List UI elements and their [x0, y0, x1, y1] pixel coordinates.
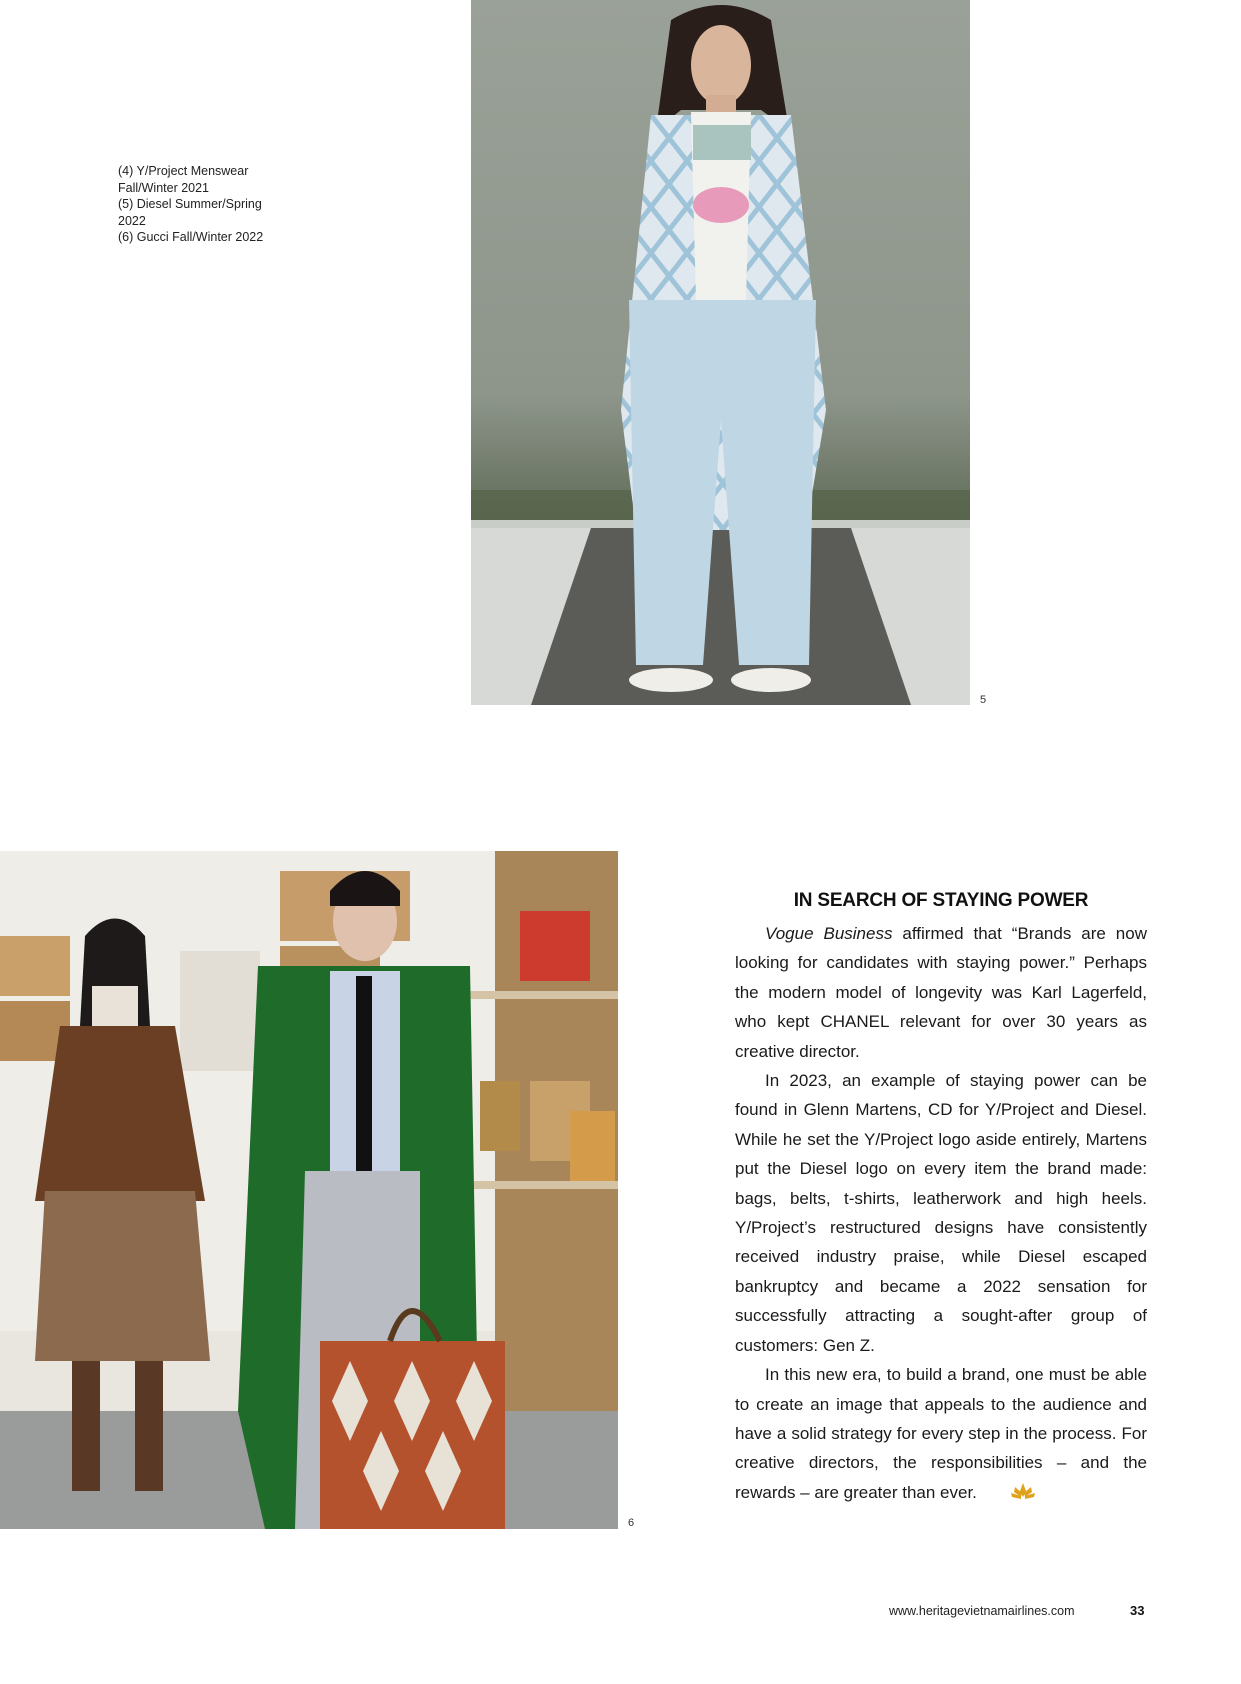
article-paragraph: [735, 919, 1147, 1066]
gucci-models-illustration: [0, 851, 618, 1529]
page-number: 33: [1130, 1603, 1145, 1618]
caption-line: (4) Y/Project Menswear: [118, 164, 249, 178]
publication-name: Vogue Business: [765, 924, 893, 943]
photo-number: 6: [628, 1517, 635, 1529]
article-paragraph: In 2023, an example of staying power can be found in Glenn Martens, CD for Y/Project and Diesel. While he set the Y/Project logo aside entirely, Martens put the Diesel logo on every item the brand made: bags, belts, t-shirts, leatherwork and high heels. Y/Project’s restructured designs have consistently received industry praise, while Diesel escaped bankruptcy and became a 2022 sensation for successfully attracting a sought-after group of customers: Gen Z.: [735, 1071, 1147, 1355]
diesel-runway-photo: [471, 0, 970, 705]
photo-captions: [118, 163, 298, 246]
photo-number: 5: [980, 694, 987, 706]
caption-line: (5) Diesel Summer/Spring: [118, 197, 262, 211]
article-paragraph: [735, 1360, 1147, 1508]
caption-line: (6) Gucci Fall/Winter 2022: [118, 230, 264, 244]
caption-line: Fall/Winter 2021: [118, 180, 210, 195]
footer-website-link[interactable]: www.heritagevietnamairlines.com: [889, 1604, 1075, 1618]
caption-line: 2022: [118, 213, 146, 228]
gucci-campaign-photo: [0, 851, 618, 1529]
lotus-icon: [981, 1479, 1035, 1508]
diesel-model-illustration: [471, 0, 970, 705]
paragraph-text: In this new era, to build a brand, one must be able to create an image that appeals to the audience and have a solid strategy for every step in the process. For creative directors, the responsibilities – and the rewards – are greater than ever.: [735, 1365, 1147, 1502]
paragraph-text: affirmed that “Brands are now looking for candidates with staying power.” Perhaps the modern model of longevity was Karl Lagerfeld, who kept CHANEL relevant for over 30 years as creative director.: [735, 924, 1147, 1061]
article-body: [735, 919, 1147, 1508]
article-heading: IN SEARCH OF STAYING POWER: [793, 890, 1089, 911]
